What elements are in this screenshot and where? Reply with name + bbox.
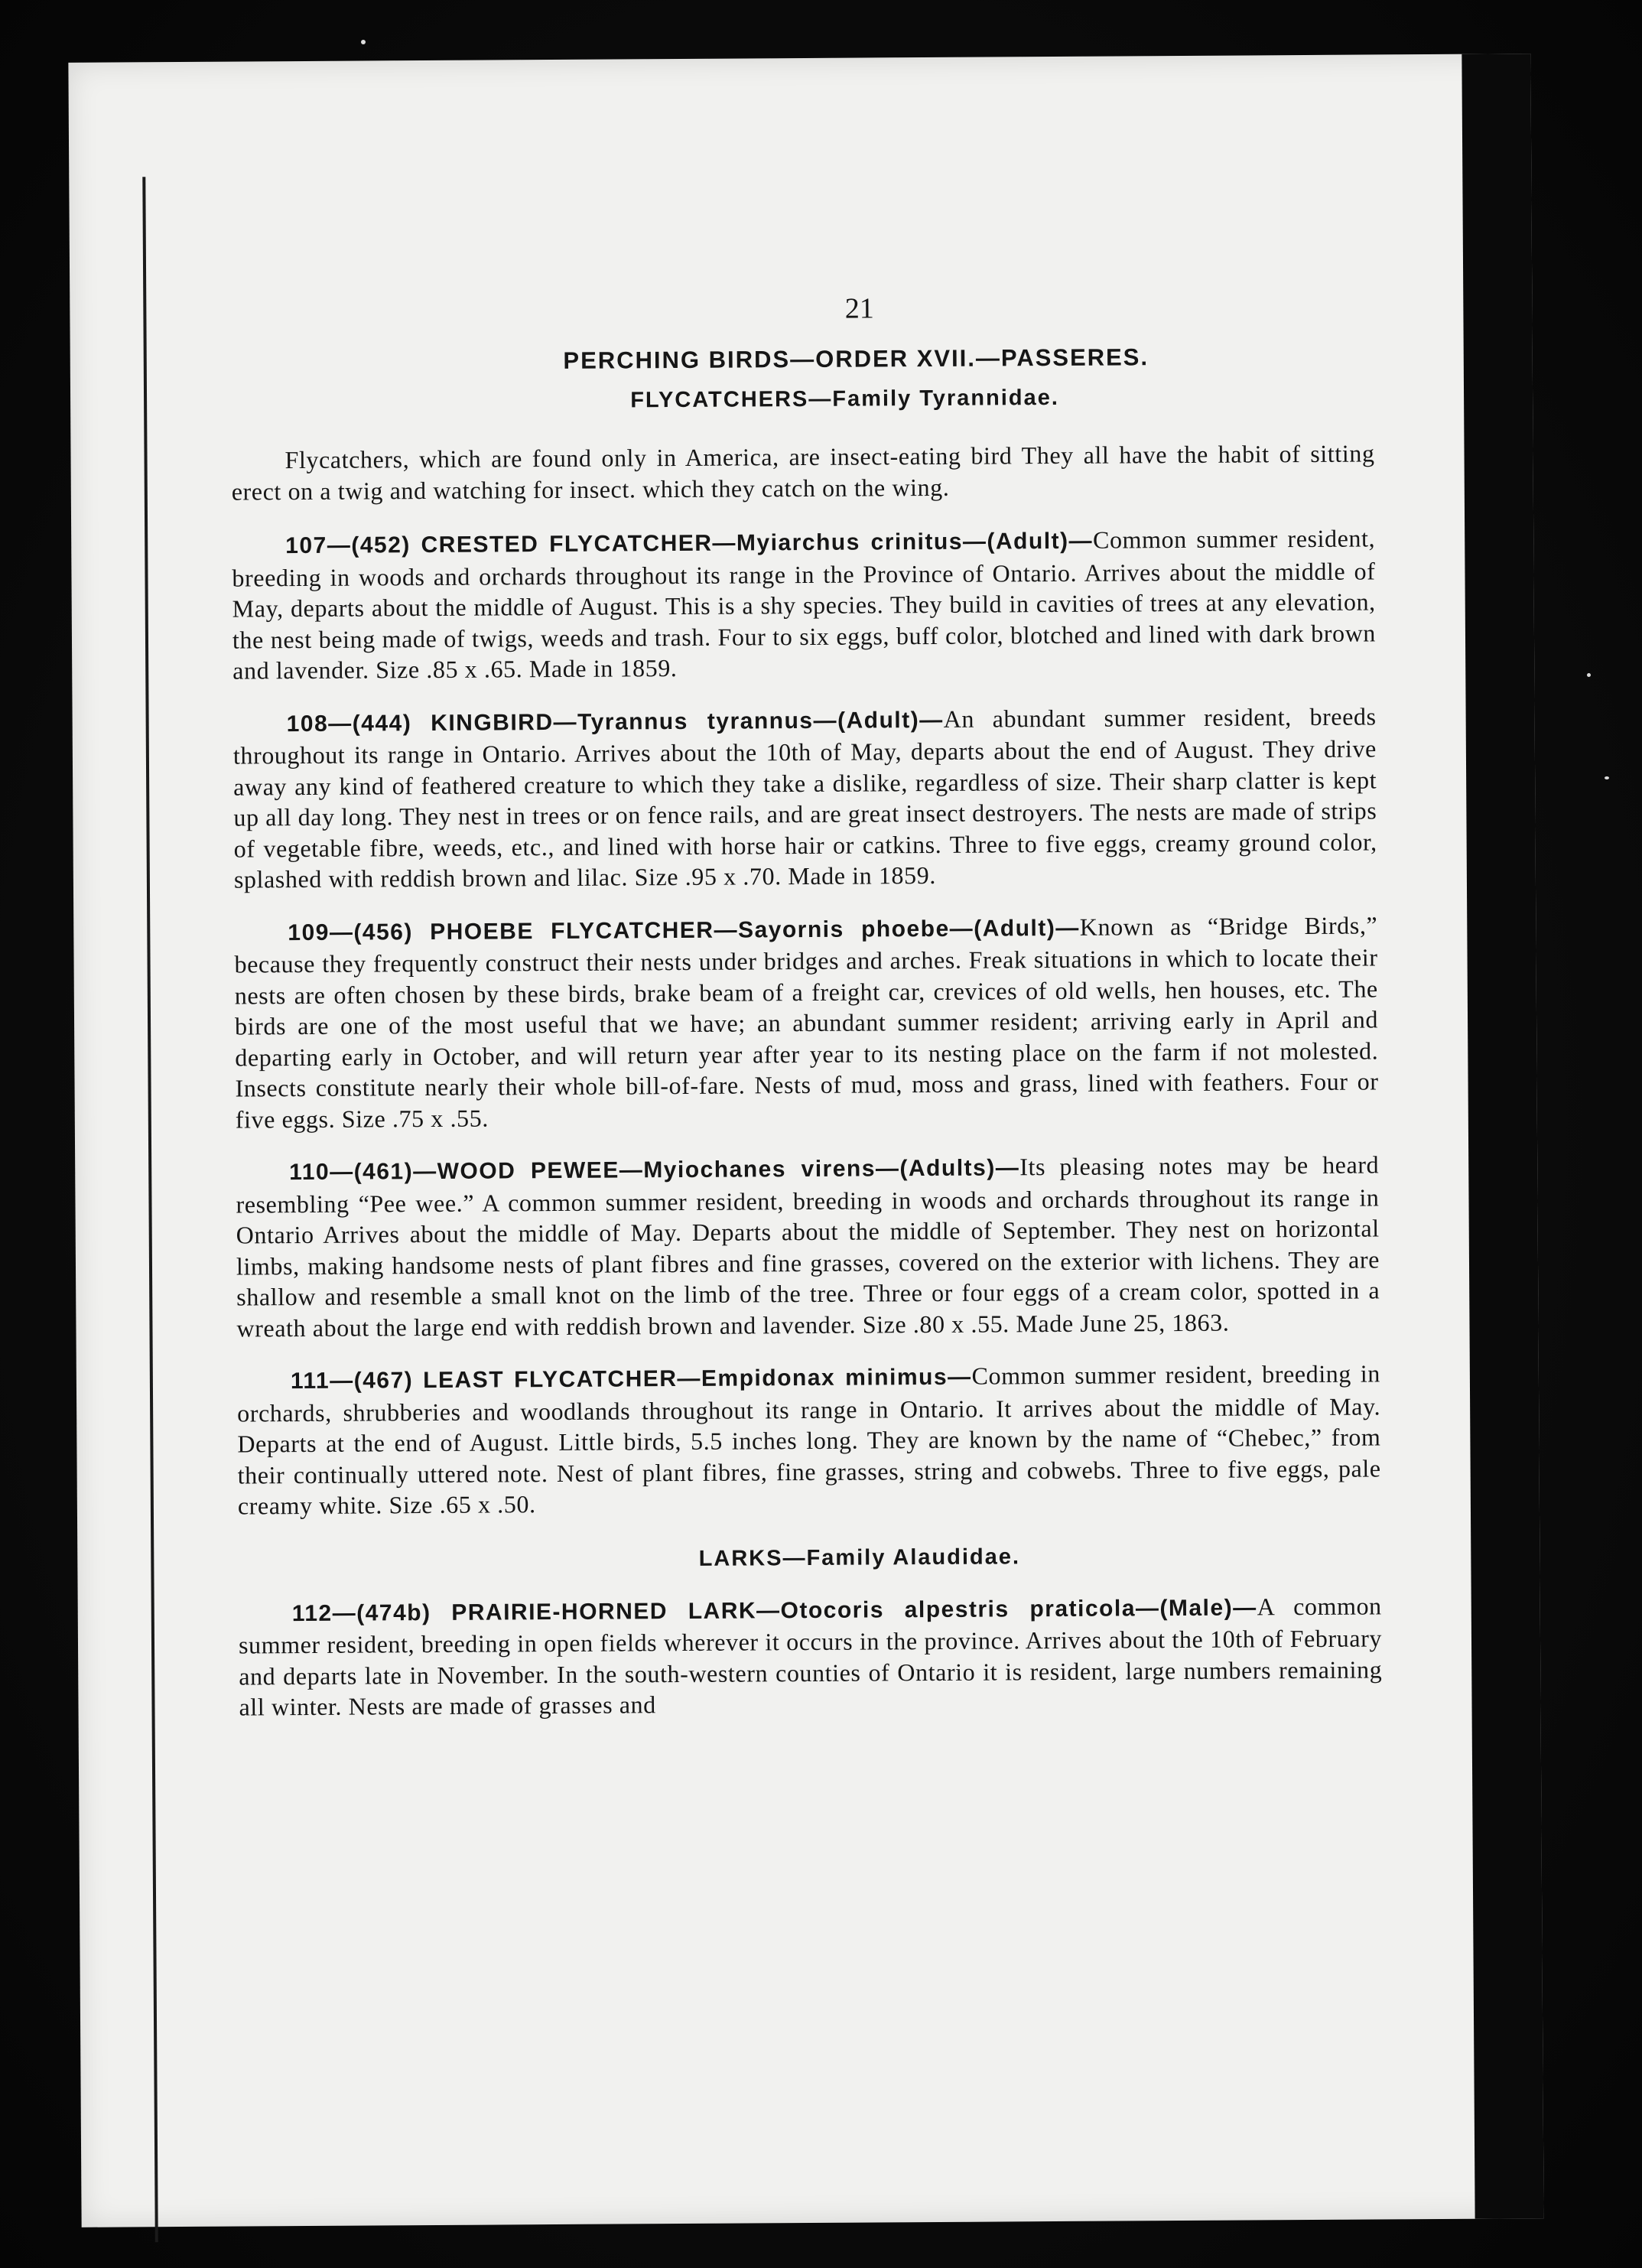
entry-heading: 109—(456) PHOEBE FLYCATCHER—Sayornis phoebe—(Adult)— [288, 915, 1080, 945]
entry-body: Its pleasing notes may be heard resembling “Pee wee.” A common summer resident, breeding in woods and orchards throughout its range in Ontario Arrives about the middle of May. Departs about the middle of September. They nest on horizontal limbs, making handsome nests of plant fibres and fine grasses, covered on the exterior with lichens. They are shallow and resemble a small knot on the limb of the tree. Three or four eggs of a cream color, spotted in a wreath about the large end with reddish brown and lavender. Size .80 x .55. Made June 25, 1863. [236, 1150, 1380, 1342]
order-heading: PERCHING BIRDS—ORDER XVII.—PASSERES. [563, 343, 1149, 374]
species-entry [237, 1358, 1381, 1521]
entry-heading: 107—(452) CRESTED FLYCATCHER—Myiarchus crinitus—(Adult)— [285, 528, 1094, 559]
entry-heading: 112—(474b) PRAIRIE-HORNED LARK—Otocoris alpestris praticola—(Male)— [291, 1594, 1257, 1626]
binding-edge [142, 177, 158, 2242]
entry-heading: 108—(444) KINGBIRD—Tyrannus tyrannus—(Adult)— [286, 707, 944, 737]
page-number: 21 [844, 292, 874, 325]
species-entry [233, 701, 1377, 895]
species-entry [239, 1590, 1383, 1723]
entry-body: Common summer resident, breeding in woods and orchards throughout its range in the Province of Ontario. Arrives about the middle of May, departs about the middle of August. This is a shy species. They build in cavities of trees at any elevation, the nest being made of twigs, weeds and trash. Four to six eggs, buff color, blotched and lined with dark brown and lavender. Size .85 x .65. Made in 1859. [232, 524, 1377, 685]
scan-speck [1587, 673, 1591, 677]
scan-speck [1605, 776, 1609, 779]
page-edge-shadow [1462, 54, 1543, 2218]
species-entry [232, 522, 1376, 686]
entry-heading: 111—(467) LEAST FLYCATCHER—Empidonax minimus— [290, 1364, 972, 1394]
entry-body: A common summer resident, breeding in open fields wherever it occurs in the province. Arrives about the 10th of February and departs late in November. In the south-western counties of Ontario it is resident, large numbers remaining all winter. Nests are made of grasses and [238, 1591, 1383, 1721]
entry-heading: 110—(461)—WOOD PEWEE—Myiochanes virens—(Adults)— [289, 1155, 1020, 1186]
family-heading-flycatchers: FLYCATCHERS—Family Tyrannidae. [630, 385, 1059, 413]
book-page [68, 54, 1543, 2227]
family-heading-larks: LARKS—Family Alaudidae. [698, 1544, 1021, 1571]
species-entry [236, 1149, 1380, 1343]
entry-body: Known as “Bridge Birds,” because they frequently construct their nests under bridges and arches. Freak situations in which to locate their nests are often chosen by these birds, brake beam of a freight car, crevices of old wells, hen houses, etc. The birds are one of the most useful that we have; an abundant summer resident; arriving early in April and departing early in October, and will return year after year to its nesting place on the farm if not molested. Insects constitute nearly their whole bill-of-fare. Nests of mud, moss and grass, lined with feathers. Four or five eggs. Size .75 x .55. [234, 910, 1379, 1134]
page-text [230, 238, 1383, 1744]
entry-body: Common summer resident, breeding in orchards, shrubberies and woodlands throughout its range in Ontario. It arrives about the middle of May. Departs at the end of August. Little birds, 5.5 inches long. They are known by the name of “Chebec,” from their continually uttered note. Nest of plant fibres, fine grasses, string and cobwebs. Three to five eggs, pale creamy white. Size .65 x .50. [237, 1359, 1381, 1520]
scan-speck [361, 40, 366, 44]
species-entry [234, 909, 1379, 1135]
intro-paragraph: Flycatchers, which are found only in America, are insect-eating bird They all have the habit of sitting erect on a twig and watching for insect. which they catch on the wing. [231, 439, 1375, 506]
entry-body: An abundant summer resident, breeds throughout its range in Ontario. Arrives about the 10th of May, departs about the end of August. They drive away any kind of feathered creature to which they take a dislike, regardless of size. Their sharp clatter is kept up all day long. They nest in trees or on fence rails, and are great insect destroyers. The nests are made of strips of vegetable fibre, weeds, etc., and lined with horse hair or catkins. Three to five eggs, creamy ground color, splashed with reddish brown and lilac. Size .95 x .70. Made in 1859. [232, 701, 1377, 893]
